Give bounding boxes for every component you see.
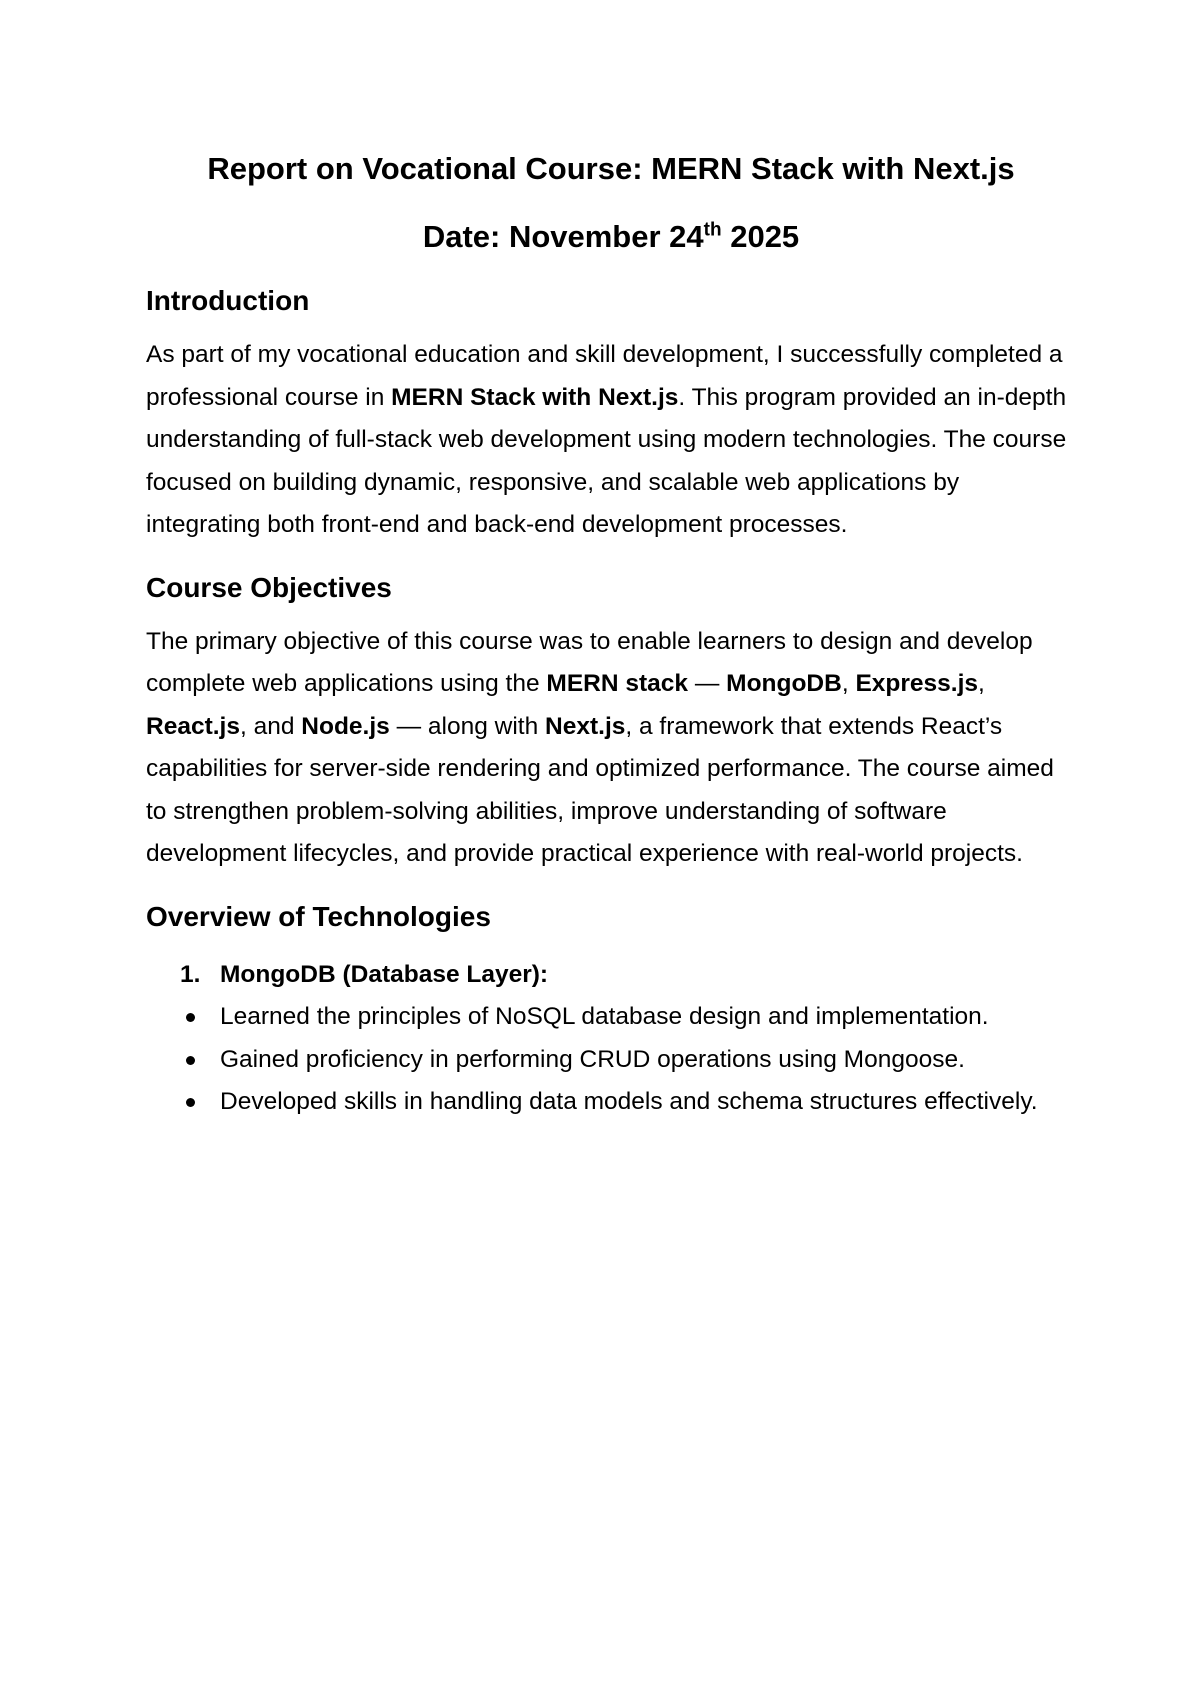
- report-title: Report on Vocational Course: MERN Stack with Next.js: [207, 151, 1015, 186]
- document-content: [146, 148, 1076, 1124]
- obj-text-7: , a framework that extends React’s capabilities for server-side rendering and optimized performance. The course aimed to strengthen problem-solving abilities, improve understanding of software development lifecycles, and provide practical experience with real-world projects.: [146, 712, 1054, 867]
- obj-text-6: — along with: [389, 712, 546, 740]
- introduction-heading: Introduction: [146, 285, 310, 316]
- date-superscript: th: [703, 219, 722, 241]
- obj-bold-node: Node.js: [301, 712, 390, 740]
- obj-text-3: ,: [841, 670, 856, 697]
- list-item: [146, 1081, 1076, 1124]
- objectives-paragraph: [146, 621, 1076, 876]
- mongodb-bullet-list: [146, 996, 1076, 1124]
- bullet-text: Learned the principles of NoSQL database design and implementation.: [220, 1003, 989, 1030]
- report-date: [146, 216, 1076, 258]
- intro-text-2: . This program provided an in-depth understanding of full-stack web development using modern technologies. The course focused on building dynamic, responsive, and scalable web applications by integrating both front-end and back-end development processes.: [146, 383, 1067, 538]
- obj-text-4: ,: [978, 670, 985, 697]
- obj-text-1: The primary objective of this course was to enable learners to design and develop complete web applications using the: [146, 627, 1033, 697]
- intro-bold-1: MERN Stack with Next.js: [391, 383, 679, 411]
- obj-bold-express: Express.js: [855, 670, 979, 697]
- obj-text-2: —: [688, 670, 727, 697]
- technology-item-mongodb: [146, 954, 1076, 997]
- intro-text-1: As part of my vocational education and skill development, I successfully completed a professional course in: [146, 341, 1063, 411]
- objectives-heading: Course Objectives: [146, 571, 392, 603]
- list-item: [146, 996, 1076, 1039]
- obj-bold-next: Next.js: [545, 712, 626, 740]
- obj-bold-react: React.js: [146, 712, 240, 740]
- date-prefix: Date: November 24: [422, 219, 704, 254]
- technologies-list: [146, 954, 1076, 997]
- list-item: [146, 1039, 1076, 1082]
- obj-text-5: , and: [239, 712, 302, 740]
- bullet-icon: [186, 1056, 195, 1065]
- bullet-icon: [186, 1013, 195, 1022]
- introduction-paragraph: [146, 334, 1076, 547]
- obj-bold-mern: MERN stack: [546, 670, 689, 697]
- date-suffix: 2025: [721, 219, 800, 254]
- bullet-text: Gained proficiency in performing CRUD operations using Mongoose.: [220, 1045, 965, 1073]
- technology-label: MongoDB (Database Layer):: [220, 960, 549, 988]
- obj-bold-mongodb: MongoDB: [726, 670, 842, 697]
- technology-number: 1.: [180, 960, 201, 988]
- bullet-text: Developed skills in handling data models and schema structures effectively.: [220, 1088, 1038, 1115]
- technologies-heading: Overview of Technologies: [146, 900, 491, 932]
- bullet-icon: [186, 1098, 195, 1107]
